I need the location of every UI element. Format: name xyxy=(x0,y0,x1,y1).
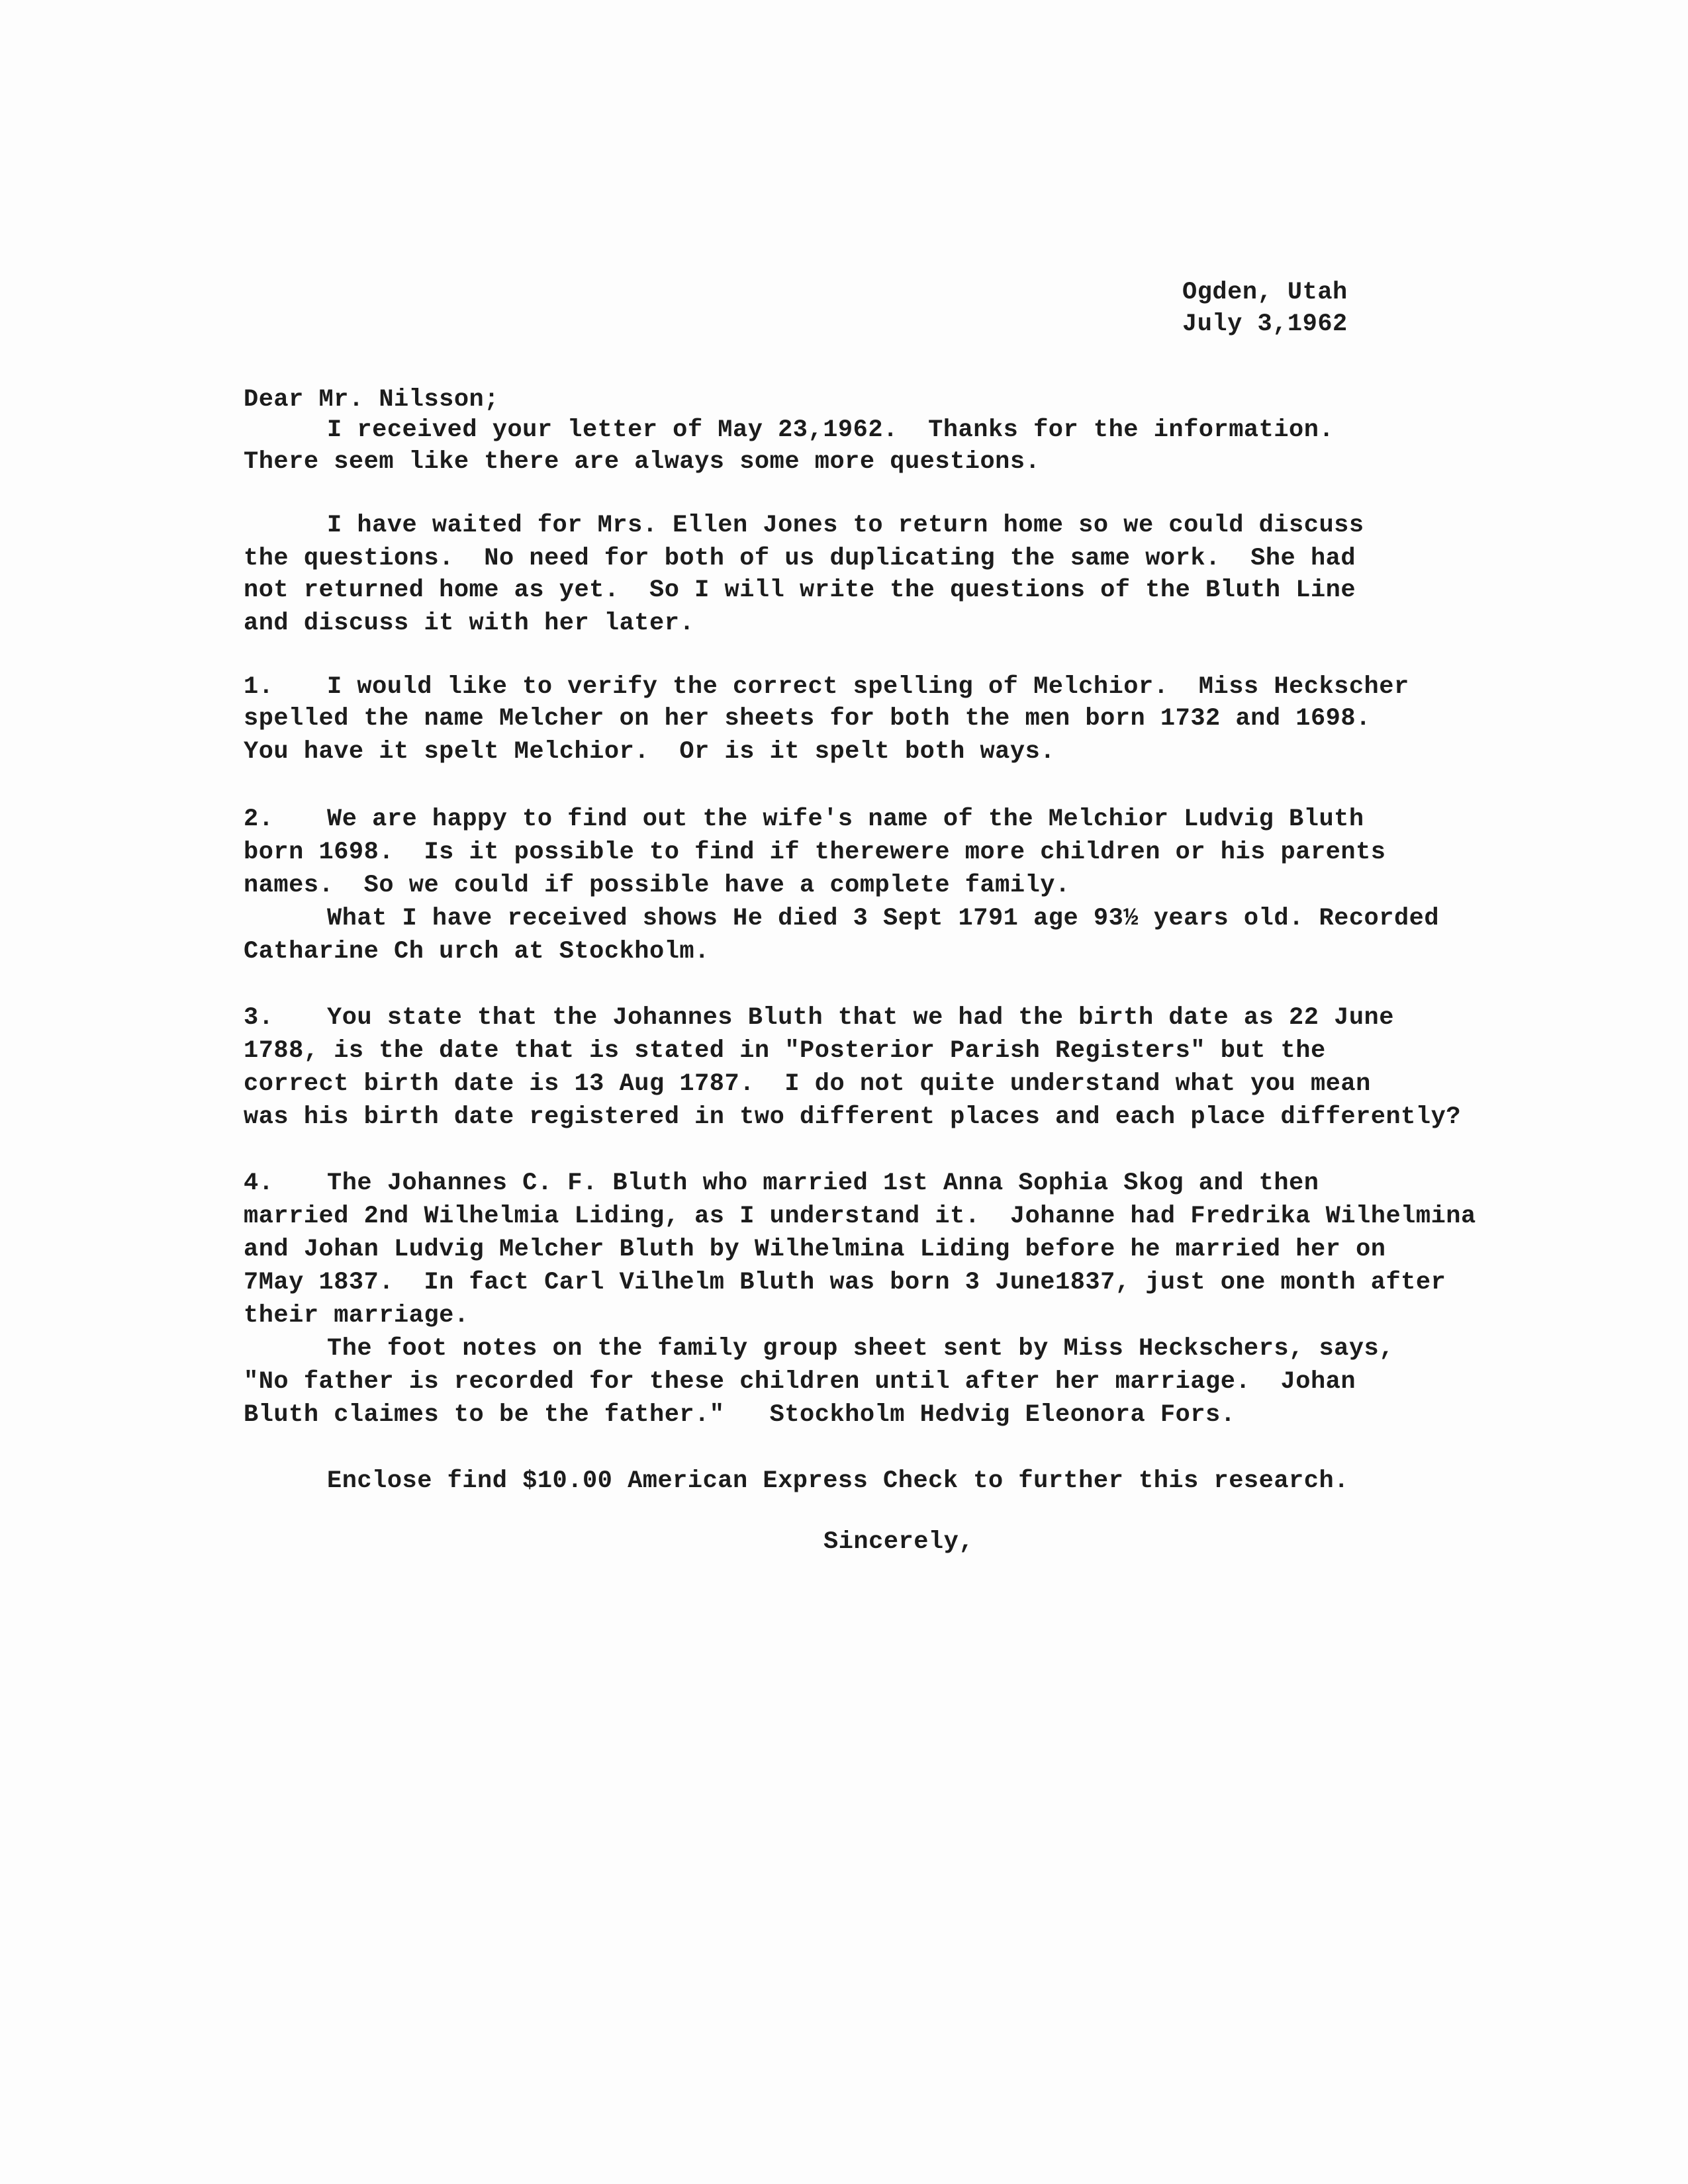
item-2-number: 2. xyxy=(244,805,274,833)
item-4-line: and Johan Ludvig Melcher Bluth by Wilhelmina Liding before he married her on xyxy=(244,1236,1386,1263)
item-3-line: 1788, is the date that is stated in "Posterior Parish Registers" but the xyxy=(244,1037,1326,1065)
item-3-line: You state that the Johannes Bluth that we had the birth date as 22 June xyxy=(327,1004,1394,1032)
item-1-line: I would like to verify the correct spelling of Melchior. Miss Heckscher xyxy=(327,673,1409,701)
item-2-line: names. So we could if possible have a complete family. xyxy=(244,872,1070,899)
item-3-number: 3. xyxy=(244,1004,274,1032)
item-4-line: their marriage. xyxy=(244,1302,469,1330)
salutation: Dear Mr. Nilsson; xyxy=(244,386,499,414)
paragraph-2-line: and discuss it with her later. xyxy=(244,610,695,637)
paragraph-2-line: I have waited for Mrs. Ellen Jones to return home so we could discuss xyxy=(327,512,1364,539)
closing: Sincerely, xyxy=(823,1528,974,1556)
item-4-line: "No father is recorded for these children until after her marriage. Johan xyxy=(244,1368,1356,1396)
item-4-line: The Johannes C. F. Bluth who married 1st Anna Sophia Skog and then xyxy=(327,1169,1319,1197)
item-4-line: Bluth claimes to be the father." Stockholm Hedvig Eleonora Fors. xyxy=(244,1401,1236,1429)
paragraph-1-line: I received your letter of May 23,1962. Thanks for the information. xyxy=(327,416,1335,444)
item-2-line: Catharine Ch urch at Stockholm. xyxy=(244,938,710,966)
item-4-line: The foot notes on the family group sheet sent by Miss Heckschers, says, xyxy=(327,1335,1394,1363)
paragraph-2-line: not returned home as yet. So I will write the questions of the Bluth Line xyxy=(244,576,1356,604)
letter-date: July 3,1962 xyxy=(1182,310,1348,338)
enclosure-line: Enclose find $10.00 American Express Check to further this research. xyxy=(327,1467,1349,1495)
paragraph-2-line: the questions. No need for both of us duplicating the same work. She had xyxy=(244,545,1356,572)
item-3-line: was his birth date registered in two different places and each place differently? xyxy=(244,1103,1461,1131)
item-4-line: married 2nd Wilhelmia Liding, as I understand it. Johanne had Fredrika Wilhelmina xyxy=(244,1203,1476,1230)
item-2-line: What I have received shows He died 3 Sept 1791 age 93½ years old. Recorded xyxy=(327,905,1440,933)
paragraph-1-line: There seem like there are always some more questions. xyxy=(244,448,1041,476)
item-2-line: born 1698. Is it possible to find if therewere more children or his parents xyxy=(244,839,1386,866)
item-4-line: 7May 1837. In fact Carl Vilhelm Bluth was born 3 June1837, just one month after xyxy=(244,1269,1446,1297)
item-1-line: You have it spelt Melchior. Or is it spelt both ways. xyxy=(244,738,1055,766)
item-3-line: correct birth date is 13 Aug 1787. I do not quite understand what you mean xyxy=(244,1070,1371,1098)
item-2-line: We are happy to find out the wife's name of the Melchior Ludvig Bluth xyxy=(327,805,1364,833)
item-4-number: 4. xyxy=(244,1169,274,1197)
item-1-line: spelled the name Melcher on her sheets for both the men born 1732 and 1698. xyxy=(244,705,1371,733)
letter-place: Ogden, Utah xyxy=(1182,279,1348,306)
item-1-number: 1. xyxy=(244,673,274,701)
